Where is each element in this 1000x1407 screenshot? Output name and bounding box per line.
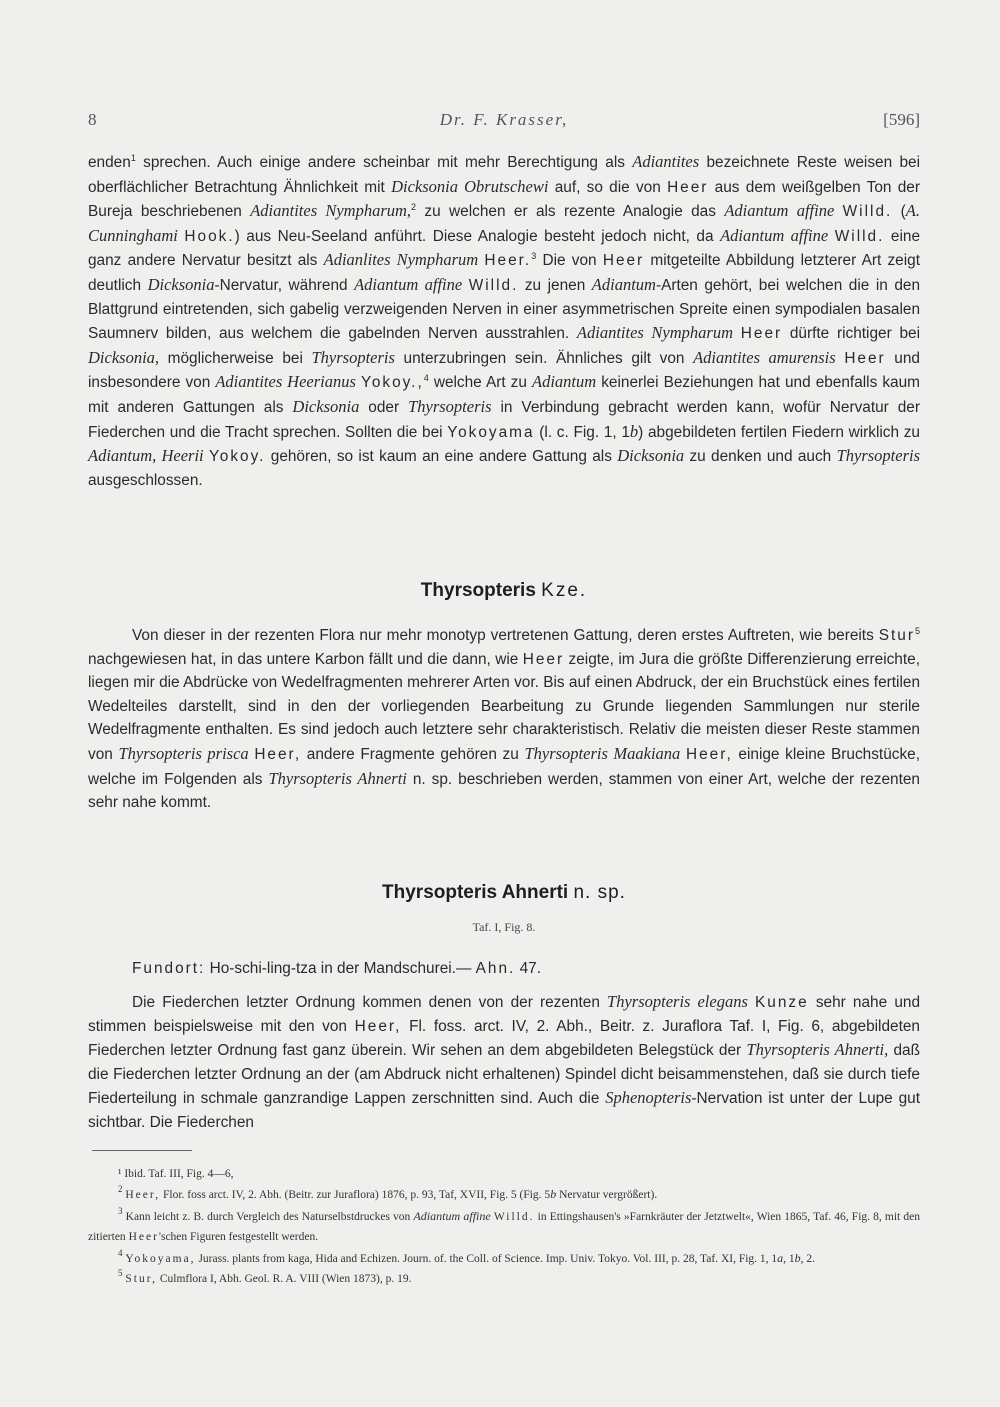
section-heading-thyrsopteris-ahnerti: Thyrsopteris Ahnerti n. sp. — [382, 882, 626, 903]
running-header — [88, 110, 920, 132]
paragraph-description: Die Fiederchen letzter Ordnung kommen denen von der rezenten Thyrsopteris elegans Kunze sehr nahe und stimmen beispielsweise mit den von Heer, Fl. foss. arct. IV, 2. Abh., Beitr. z. Juraflora Taf. I, Fig. 6, abgebildeten Fiederchen letzter Ordnung fast ganz überein. Wir sehen an dem abgebildeten Belegstück der Thyrsopteris Ahnerti, daß die Fiederchen letzter Ordnung an der (am Abdruck nicht erhaltenen) Spindel dicht beisammenstehen, daß sie durch tiefe Fiederteilung in schmale ganzrandige Lappen zerschnitten sind. Auch die Sphenopteris-Nervation ist unter der Lupe gut sichtbar. Die Fiederchen — [88, 992, 921, 1131]
footnotes — [88, 1164, 920, 1289]
heading-author: n. sp. — [573, 882, 626, 903]
original-page-number: [596] — [883, 110, 920, 129]
footnote-1: ¹ Ibid. Taf. III, Fig. 4—6, — [118, 1168, 234, 1180]
footnote-rule — [92, 1150, 192, 1151]
heading-author: Kze. — [541, 580, 588, 601]
paragraph-adiantites: enden$^1$ sprechen. Auch einige andere scheinbar mit mehr Berechtigung als Adiantites bezeichnete Reste weisen bei oberflächlicher Betrachtung Ähnlichkeit mit Dicksonia Obrutschewi auf, so die von Heer aus dem weißgelben Ton der Bureja beschriebenen Adiantites Nympharum,$^2$ zu welchen er als rezente Analogie das Adiantum affine Willd. (A. Cunninghami Hook.) aus Neu-Seeland anführt. Diese Analogie besteht jedoch nicht, da Adiantum affine Willd. eine ganz andere Nervatur besitzt als Adianlites Nympharum Heer.$^3$ Die von Heer mitgeteilte Abbildung letzterer Art zeigt deutlich Dicksonia-Nervatur, während Adiantum affine Willd. zu jenen Adiantum-Arten gehört, bei welchen die in den Blattgrund eintretenden, sich gabelig verzweigenden Nerven in einer asymmetrischen Spreite einen sympodialen basalen Saumnerv bilden, aus welchem die gabelnden Nerven ausstrahlen. Adiantites Nympharum Heer dürfte richtiger bei Dicksonia, möglicherweise bei Thyrsopteris unterzubringen sein. Ähnliches gilt von Adiantites amurensis Heer und insbesondere von Adiantites Heerianus Yokoy.,$^4$ welche Art zu Adiantum keinerlei Beziehungen hat und ebenfalls kaum mit anderen Gattungen als Dicksonia oder Thyrsopteris in Verbindung gebracht werden kann, wofür Nervatur der Fiederchen und die Tracht sprechen. Sollten die bei Yokoyama (l. c. Fig. 1, 1b) abgebildeten fertilen Fiedern wirklich zu Adiantum, Heerii Yokoy. gehören, so ist kaum an eine andere Gattung als Dicksonia zu denken und auch Thyrsopteris ausgeschlossen. — [88, 152, 921, 489]
page-number: 8 — [88, 110, 97, 129]
footnote-5: $^5$ Stur, Culmflora I, Abh. Geol. R. A. VIII (Wien 1873), p. 19. — [118, 1268, 412, 1286]
paragraph-thyrsopteris-intro: Von dieser in der rezenten Flora nur mehr monotyp vertretenen Gattung, deren erstes Auftreten, wie bereits Stur$^5$ nachgewiesen hat, in das untere Karbon fällt und die dann, wie Heer zeigte, im Jura die größte Differenzierung erreichte, liegen mir die Abdrücke von Wedelfragmenten mehrerer Arten vor. Bis auf einen Abdruck, der ein Bruchstück eines fertilen Wedelteiles darstellt, sind in den der vorliegenden Bearbeitung zu Grunde liegenden Sammlungen nur sterile Wedelfragmente enthalten. Es sind jedoch auch letztere sehr charakteristisch. Relativ die meisten dieser Reste stammen von Thyrsopteris prisca Heer, andere Fragmente gehören zu Thyrsopteris Maakiana Heer, einige kleine Bruchstücke, welche im Folgenden als Thyrsopteris Ahnerti n. sp. beschrieben werden, stammen von einer Art, welche der rezenten sehr nahe kommt. — [88, 626, 920, 812]
footnote-2: $^2$ Heer, Flor. foss arct. IV, 2. Abh. (Beitr. zur Juraflora) 1876, p. 93, Taf, XVII, Fig. 5 (Fig. 5b Nervatur vergrößert). — [118, 1184, 658, 1202]
paragraph-fundort: Fundort: Ho-schi-ling-tza in der Mandschurei.— Ahn. 47. — [132, 960, 541, 977]
section-heading-thyrsopteris: Thyrsopteris Kze. — [420, 580, 588, 601]
running-header-author: Dr. F. Krasser, — [439, 110, 569, 129]
footnote-3: $^3$ Kann leicht z. B. durch Vergleich des Naturselbstdruckes von Adiantum affine Willd. in Ettingshausen's »Farnkräuter der Jetztwelt«, Wien 1865, Taf. 46, Fig. 8, mit den zitierten Heer'schen Figuren festgestellt werden. — [88, 1205, 921, 1244]
plate-reference: Taf. I, Fig. 8. — [472, 920, 536, 934]
footnote-4: $^4$ Yokoyama, Jurass. plants from kaga, Hida and Echizen. Journ. of. the Coll. of Science. Imp. Univ. Tokyo. Vol. III, p. 28, Taf. XI, Fig. 1, 1a, 1b, 2. — [118, 1247, 816, 1265]
